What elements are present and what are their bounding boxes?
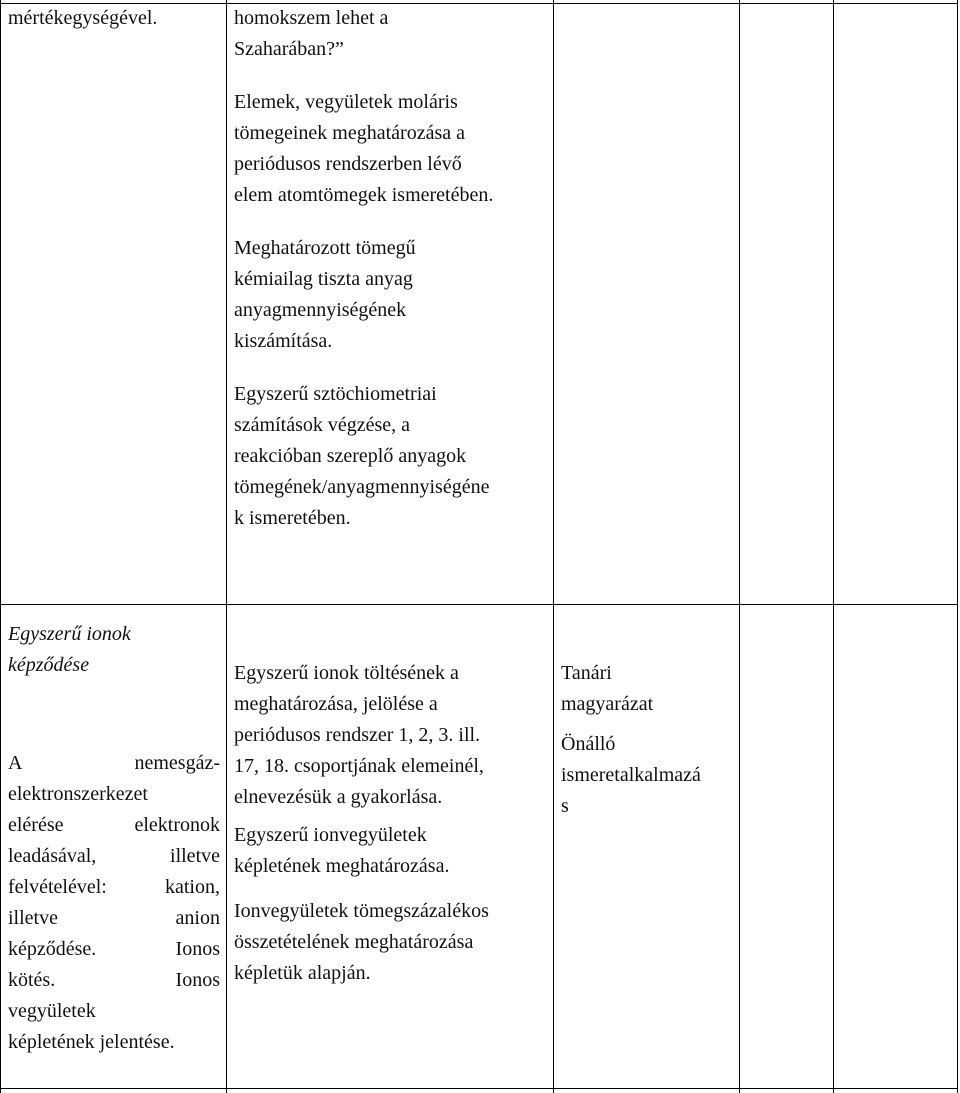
text-line: meghatározása, jelölése a — [234, 693, 438, 715]
text-line: Önálló — [561, 733, 616, 755]
method-independent — [561, 729, 735, 822]
text-line: s — [561, 795, 569, 817]
column-divider-3 — [739, 0, 740, 1093]
text-line: Egyszerű ionok töltésének a — [234, 662, 459, 684]
body-line: leadásával, illetve — [8, 845, 220, 867]
body-line: vegyületek — [8, 1000, 96, 1022]
column-divider-2 — [553, 0, 554, 1093]
column-divider-4 — [833, 0, 834, 1093]
row2-col2-paragraph-3 — [234, 896, 549, 989]
text-line: tömegeinek meghatározása a — [234, 122, 465, 144]
row2-col3-text — [561, 658, 735, 822]
row1-col1-text — [8, 3, 220, 34]
text-line: Meghatározott tömegű — [234, 237, 416, 259]
text-line: képletének meghatározása. — [234, 855, 450, 877]
row1-col2-paragraph-1 — [234, 3, 549, 65]
row-divider — [0, 604, 958, 605]
text-line: Ionvegyületek tömegszázalékos — [234, 900, 489, 922]
title-line: képződése — [8, 654, 90, 676]
text-line: ismeretalkalmazá — [561, 764, 701, 786]
text-line: 17, 18. csoportjának elemeinél, — [234, 755, 484, 777]
body-line: felvételével: kation, — [8, 876, 220, 898]
topic-title — [8, 619, 220, 681]
row2-col2-paragraph-2 — [234, 820, 549, 882]
text-line: képletük alapján. — [234, 962, 371, 984]
text-line: periódusos rendszerben lévő — [234, 153, 462, 175]
column-divider-1 — [226, 0, 227, 1093]
text-line: elnevezésük a gyakorlása. — [234, 786, 443, 808]
text-line: anyagmennyiségének — [234, 299, 407, 321]
text-line: Tanári — [561, 662, 612, 684]
table-border-bottom — [0, 1088, 958, 1089]
text-line: Egyszerű sztöchiometriai — [234, 383, 437, 405]
text-line: elem atomtömegek ismeretében. — [234, 184, 494, 206]
row2-col1-text — [8, 619, 220, 1058]
text-line: Egyszerű ionvegyületek — [234, 824, 427, 846]
row1-col2-paragraph-4 — [234, 379, 549, 534]
row1-col2-paragraph-2 — [234, 87, 549, 211]
text-line: reakcióban szereplő anyagok — [234, 445, 467, 467]
text-line: kémiailag tiszta anyag — [234, 268, 413, 290]
topic-body — [8, 748, 220, 1058]
text-line: magyarázat — [561, 693, 654, 715]
text-line: tömegének/anyagmennyiségéne — [234, 476, 490, 498]
text-line: Elemek, vegyületek moláris — [234, 91, 458, 113]
table-border-left — [0, 0, 1, 1093]
row1-col2-paragraph-3 — [234, 233, 549, 357]
row1-col2-text — [234, 3, 549, 534]
body-line: elérése elektronok — [8, 814, 220, 836]
method-teacher — [561, 658, 735, 720]
text-line: Szaharában?” — [234, 38, 344, 60]
body-line: illetve anion — [8, 907, 220, 929]
text-line: számítások végzése, a — [234, 414, 411, 436]
title-line: Egyszerű ionok — [8, 623, 131, 645]
body-line: A nemesgáz- — [8, 752, 220, 774]
body-line: képződése. Ionos — [8, 938, 220, 960]
text-line: periódusos rendszer 1, 2, 3. ill. — [234, 724, 481, 746]
row2-col2-text — [234, 658, 549, 989]
row1-col1-line: mértékegységével. — [8, 7, 158, 29]
text-line: kiszámítása. — [234, 330, 333, 352]
text-line: homokszem lehet a — [234, 7, 389, 29]
row2-col2-paragraph-1 — [234, 658, 549, 813]
body-line: képletének jelentése. — [8, 1031, 175, 1053]
text-line: k ismeretében. — [234, 507, 351, 529]
table-border-right — [957, 0, 958, 1093]
body-line: kötés. Ionos — [8, 969, 220, 991]
text-line: összetételének meghatározása — [234, 931, 474, 953]
body-line: elektronszerkezet — [8, 783, 148, 805]
